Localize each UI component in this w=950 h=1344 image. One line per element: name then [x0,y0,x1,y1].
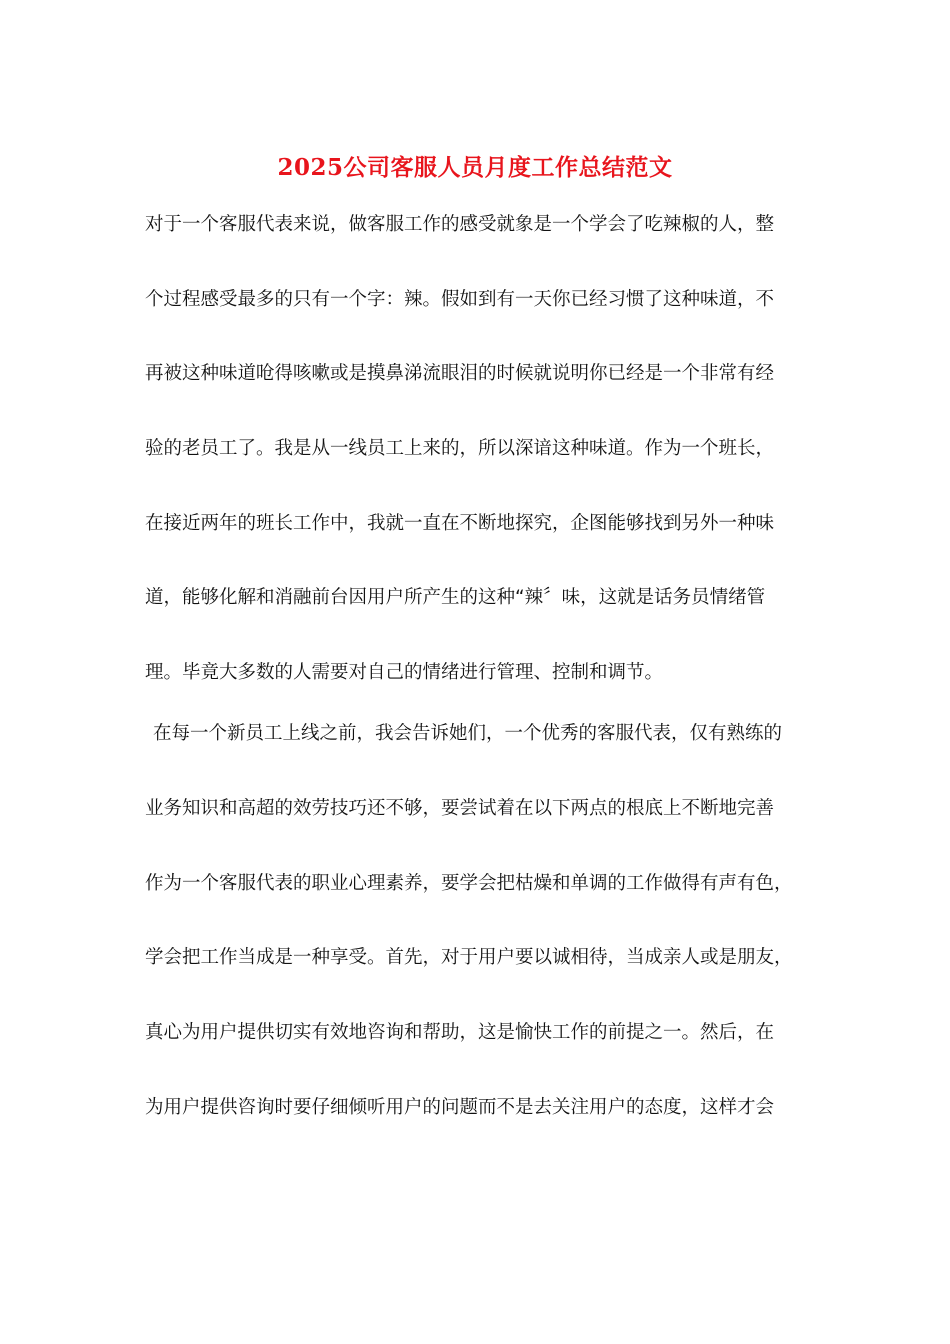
paragraph-2-line-2: 业务知识和高超的效劳技巧还不够，要尝试着在以下两点的根底上不断地完善 [145,798,775,819]
paragraph-1-line-2: 个过程感受最多的只有一个字：辣。假如到有一天你已经习惯了这种味道，不 [145,289,775,310]
paragraph-2-line-6: 为用户提供咨询时要仔细倾听用户的问题而不是去关注用户的态度，这样才会 [145,1097,775,1118]
paragraph-1-line-1: 对于一个客服代表来说，做客服工作的感受就象是一个学会了吃辣椒的人，整 [145,214,775,235]
paragraph-1-line-7: 理。毕竟大多数的人需要对自己的情绪进行管理、控制和调节。 [145,662,664,683]
paragraph-2-line-3: 作为一个客服代表的职业心理素养，要学会把枯燥和单调的工作做得有声有色， [145,873,793,894]
paragraph-1-line-3: 再被这种味道呛得咳嗽或是摸鼻涕流眼泪的时候就说明你已经是一个非常有经 [145,363,775,384]
paragraph-2-line-4: 学会把工作当成是一种享受。首先，对于用户要以诚相待，当成亲人或是朋友， [145,947,793,968]
paragraph-2-line-1: 在每一个新员工上线之前，我会告诉她们，一个优秀的客服代表，仅有熟练的 [153,723,783,744]
paragraph-1-line-4: 验的老员工了。我是从一线员工上来的，所以深谙这种味道。作为一个班长， [145,438,775,459]
paragraph-2-line-5: 真心为用户提供切实有效地咨询和帮助，这是愉快工作的前提之一。然后，在 [145,1022,775,1043]
paragraph-1-line-6: 道，能够化解和消融前台因用户所产生的这种“辣〞味，这就是话务员情绪管 [145,587,766,608]
paragraph-1-line-5: 在接近两年的班长工作中，我就一直在不断地探究，企图能够找到另外一种味 [145,513,775,534]
document-title: 2025公司客服人员月度工作总结范文 [277,154,673,181]
